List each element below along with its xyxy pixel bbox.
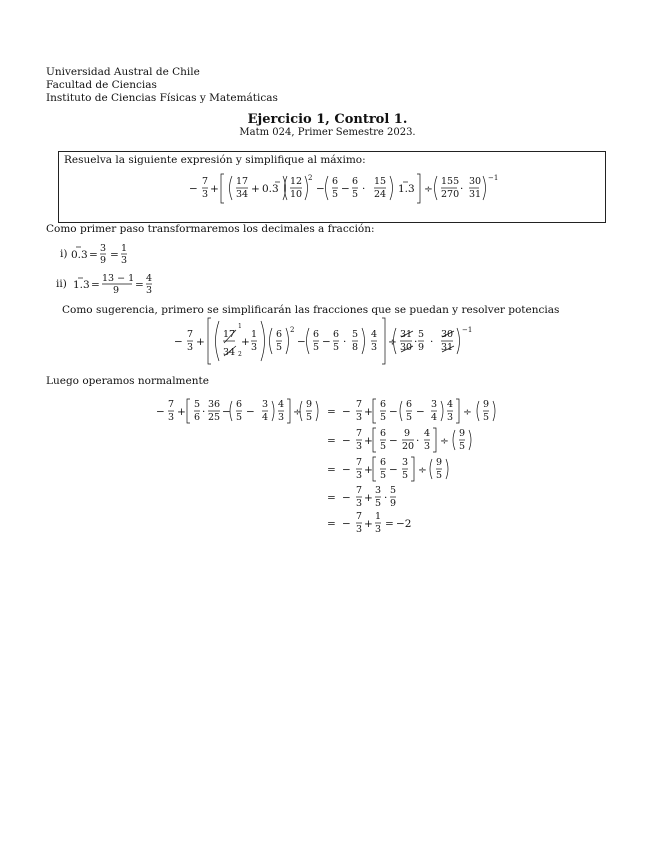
op-eq: = [327,435,336,447]
den: 5 [313,342,320,353]
den: 20 [402,441,415,452]
op-minus: − [342,464,351,476]
den: 270 [441,189,460,200]
exponent: −1 [462,326,473,334]
op-minus: − [342,518,351,530]
den: 5 [236,412,243,423]
op-minus: − [156,406,165,418]
op-minus: − [389,406,398,418]
den: 3 [121,255,128,266]
num: 1 [121,243,128,254]
num: 9 [436,457,443,468]
op-plus: + [251,183,260,195]
op-plus: + [364,406,373,418]
op-cdot: · [416,435,420,447]
den: 3 [202,189,209,200]
num: 1 [375,511,382,522]
num: 3 [402,457,409,468]
num: 7 [356,485,363,496]
den: 3 [356,524,363,535]
num: 6 [380,399,387,410]
den: 34 [223,347,236,358]
den: 5 [276,342,283,353]
exponent: 2 [308,174,313,182]
num: 30 [441,329,454,340]
num: 7 [356,428,363,439]
op-div: ÷ [424,183,433,195]
den: 5 [436,470,443,481]
num: 9 [404,428,411,439]
num: 6 [276,329,283,340]
den: 8 [352,342,359,353]
final-result: −2 [396,518,412,530]
op-cdot: · [202,406,206,418]
num: 15 [374,176,387,187]
op-cdot: · [343,336,347,348]
num: 6 [313,329,320,340]
op-cdot: · [430,336,434,348]
op-eq: = [327,464,336,476]
university-name: Universidad Austral de Chile [46,66,200,78]
den: 3 [168,412,175,423]
den: 9 [100,255,107,266]
item-ii-label: ii) [56,278,67,290]
exercise-title: Ejercicio 1, Control 1. [247,112,408,127]
op-minus: − [416,406,425,418]
op-plus: + [241,336,250,348]
cancel-result: 2 [238,351,242,358]
step1-text: Como primer paso transformaremos los decimales a fracción: [46,223,375,235]
num: 4 [146,273,153,284]
num: 9 [459,428,466,439]
den: 4 [262,412,269,423]
den: 5 [333,342,340,353]
den: 4 [431,412,438,423]
num: 5 [390,485,397,496]
op-div: ÷ [418,464,427,476]
den: 5 [380,470,387,481]
faculty-name: Facultad de Ciencias [46,79,157,91]
den: 24 [374,189,387,200]
op-minus: − [246,406,255,418]
num: 6 [352,176,359,187]
op-div: ÷ [463,406,472,418]
op-plus: + [364,435,373,447]
op-minus: − [189,183,198,195]
institute-name: Instituto de Ciencias Físicas y Matemáticas [46,92,278,104]
num: 6 [333,329,340,340]
den: 31 [469,189,482,200]
num: 31 [400,329,413,340]
den: 10 [290,189,303,200]
op-minus: − [342,492,351,504]
den: 5 [352,189,359,200]
num: 9 [306,399,313,410]
den: 5 [402,470,409,481]
num: 36 [208,399,221,410]
decimal: 1.3 [398,183,415,195]
decimal: 0.3 [71,249,88,261]
den: 5 [380,441,387,452]
num: 4 [424,428,431,439]
den: 25 [208,412,221,423]
math-text [71,174,498,535]
op-plus: + [177,406,186,418]
den: 31 [441,342,454,353]
den: 3 [356,441,363,452]
op-minus: − [174,336,183,348]
op-minus: − [389,435,398,447]
den: 34 [236,189,249,200]
op-plus: + [364,492,373,504]
den: 6 [194,412,201,423]
den: 3 [187,342,194,353]
op-minus: − [389,464,398,476]
den: 5 [306,412,313,423]
exponent: 2 [290,326,295,334]
den: 30 [400,342,413,353]
course-subtitle: Matm 024, Primer Semestre 2023. [239,127,416,138]
op-eq: = [327,492,336,504]
num: 3 [262,399,269,410]
op-minus: − [341,183,350,195]
op-plus: + [196,336,205,348]
decimal: 1.3 [73,279,90,291]
den: 3 [146,285,153,296]
num: 5 [418,329,425,340]
num: 7 [356,399,363,410]
den: 3 [424,441,431,452]
den: 5 [380,412,387,423]
op-eq: = [327,406,336,418]
num: 3 [431,399,438,410]
den: 3 [251,342,258,353]
den: 3 [447,412,454,423]
num: 5 [194,399,201,410]
den: 5 [459,441,466,452]
num: 17 [236,176,249,187]
op-eq: = [89,249,98,261]
op-div: ÷ [388,336,397,348]
op-cdot: · [460,183,464,195]
den: 5 [406,412,413,423]
op-cdot: · [414,336,418,348]
decimal: 0.3 [262,183,279,195]
num: 5 [352,329,359,340]
num: 4 [371,329,378,340]
num: 9 [483,399,490,410]
den: 5 [375,498,382,509]
item-i-label: i) [60,248,68,260]
num: 6 [406,399,413,410]
op-cdot: · [362,183,366,195]
op-plus: + [364,518,373,530]
num: 6 [332,176,339,187]
num: 4 [447,399,454,410]
num: 13 − 1 [102,273,135,284]
op-div: ÷ [440,435,449,447]
den: 9 [390,498,397,509]
suggestion-text: Como sugerencia, primero se simplificarán las fracciones que se puedan y resolver potencias [62,304,560,316]
op-minus: − [322,336,331,348]
den: 9 [418,342,425,353]
num: 6 [380,428,387,439]
op-eq: = [327,518,336,530]
op-minus: − [222,406,231,418]
problem-statement: Resuelva la siguiente expresión y simplifique al máximo: [64,154,366,166]
then-text: Luego operamos normalmente [46,375,209,387]
op-minus: − [342,406,351,418]
op-eq: = [110,249,119,261]
den: 3 [356,498,363,509]
op-minus: − [297,336,306,348]
math-strokes [76,174,495,523]
num: 7 [356,511,363,522]
op-eq: = [91,279,100,291]
num: 3 [375,485,382,496]
den: 3 [375,524,382,535]
num: 155 [441,176,460,187]
num: 7 [168,399,175,410]
op-cdot: · [384,492,388,504]
num: 4 [278,399,285,410]
num: 3 [100,243,107,254]
op-eq: = [135,279,144,291]
num: 17 [223,329,236,340]
den: 3 [278,412,285,423]
num: 7 [202,176,209,187]
exponent: −1 [488,174,499,182]
op-plus: + [210,183,219,195]
op-plus: + [364,464,373,476]
cancel-result: 1 [238,323,242,330]
den: 3 [356,412,363,423]
den: 5 [332,189,339,200]
num: 7 [356,457,363,468]
den: 3 [371,342,378,353]
num: 1 [251,329,258,340]
num: 7 [187,329,194,340]
num: 12 [290,176,303,187]
op-eq: = [385,518,394,530]
op-div: ÷ [293,406,302,418]
num: 30 [469,176,482,187]
den: 9 [113,285,120,296]
num: 6 [236,399,243,410]
den: 3 [356,470,363,481]
den: 5 [483,412,490,423]
op-minus: − [316,183,325,195]
num: 6 [380,457,387,468]
op-minus: − [342,435,351,447]
